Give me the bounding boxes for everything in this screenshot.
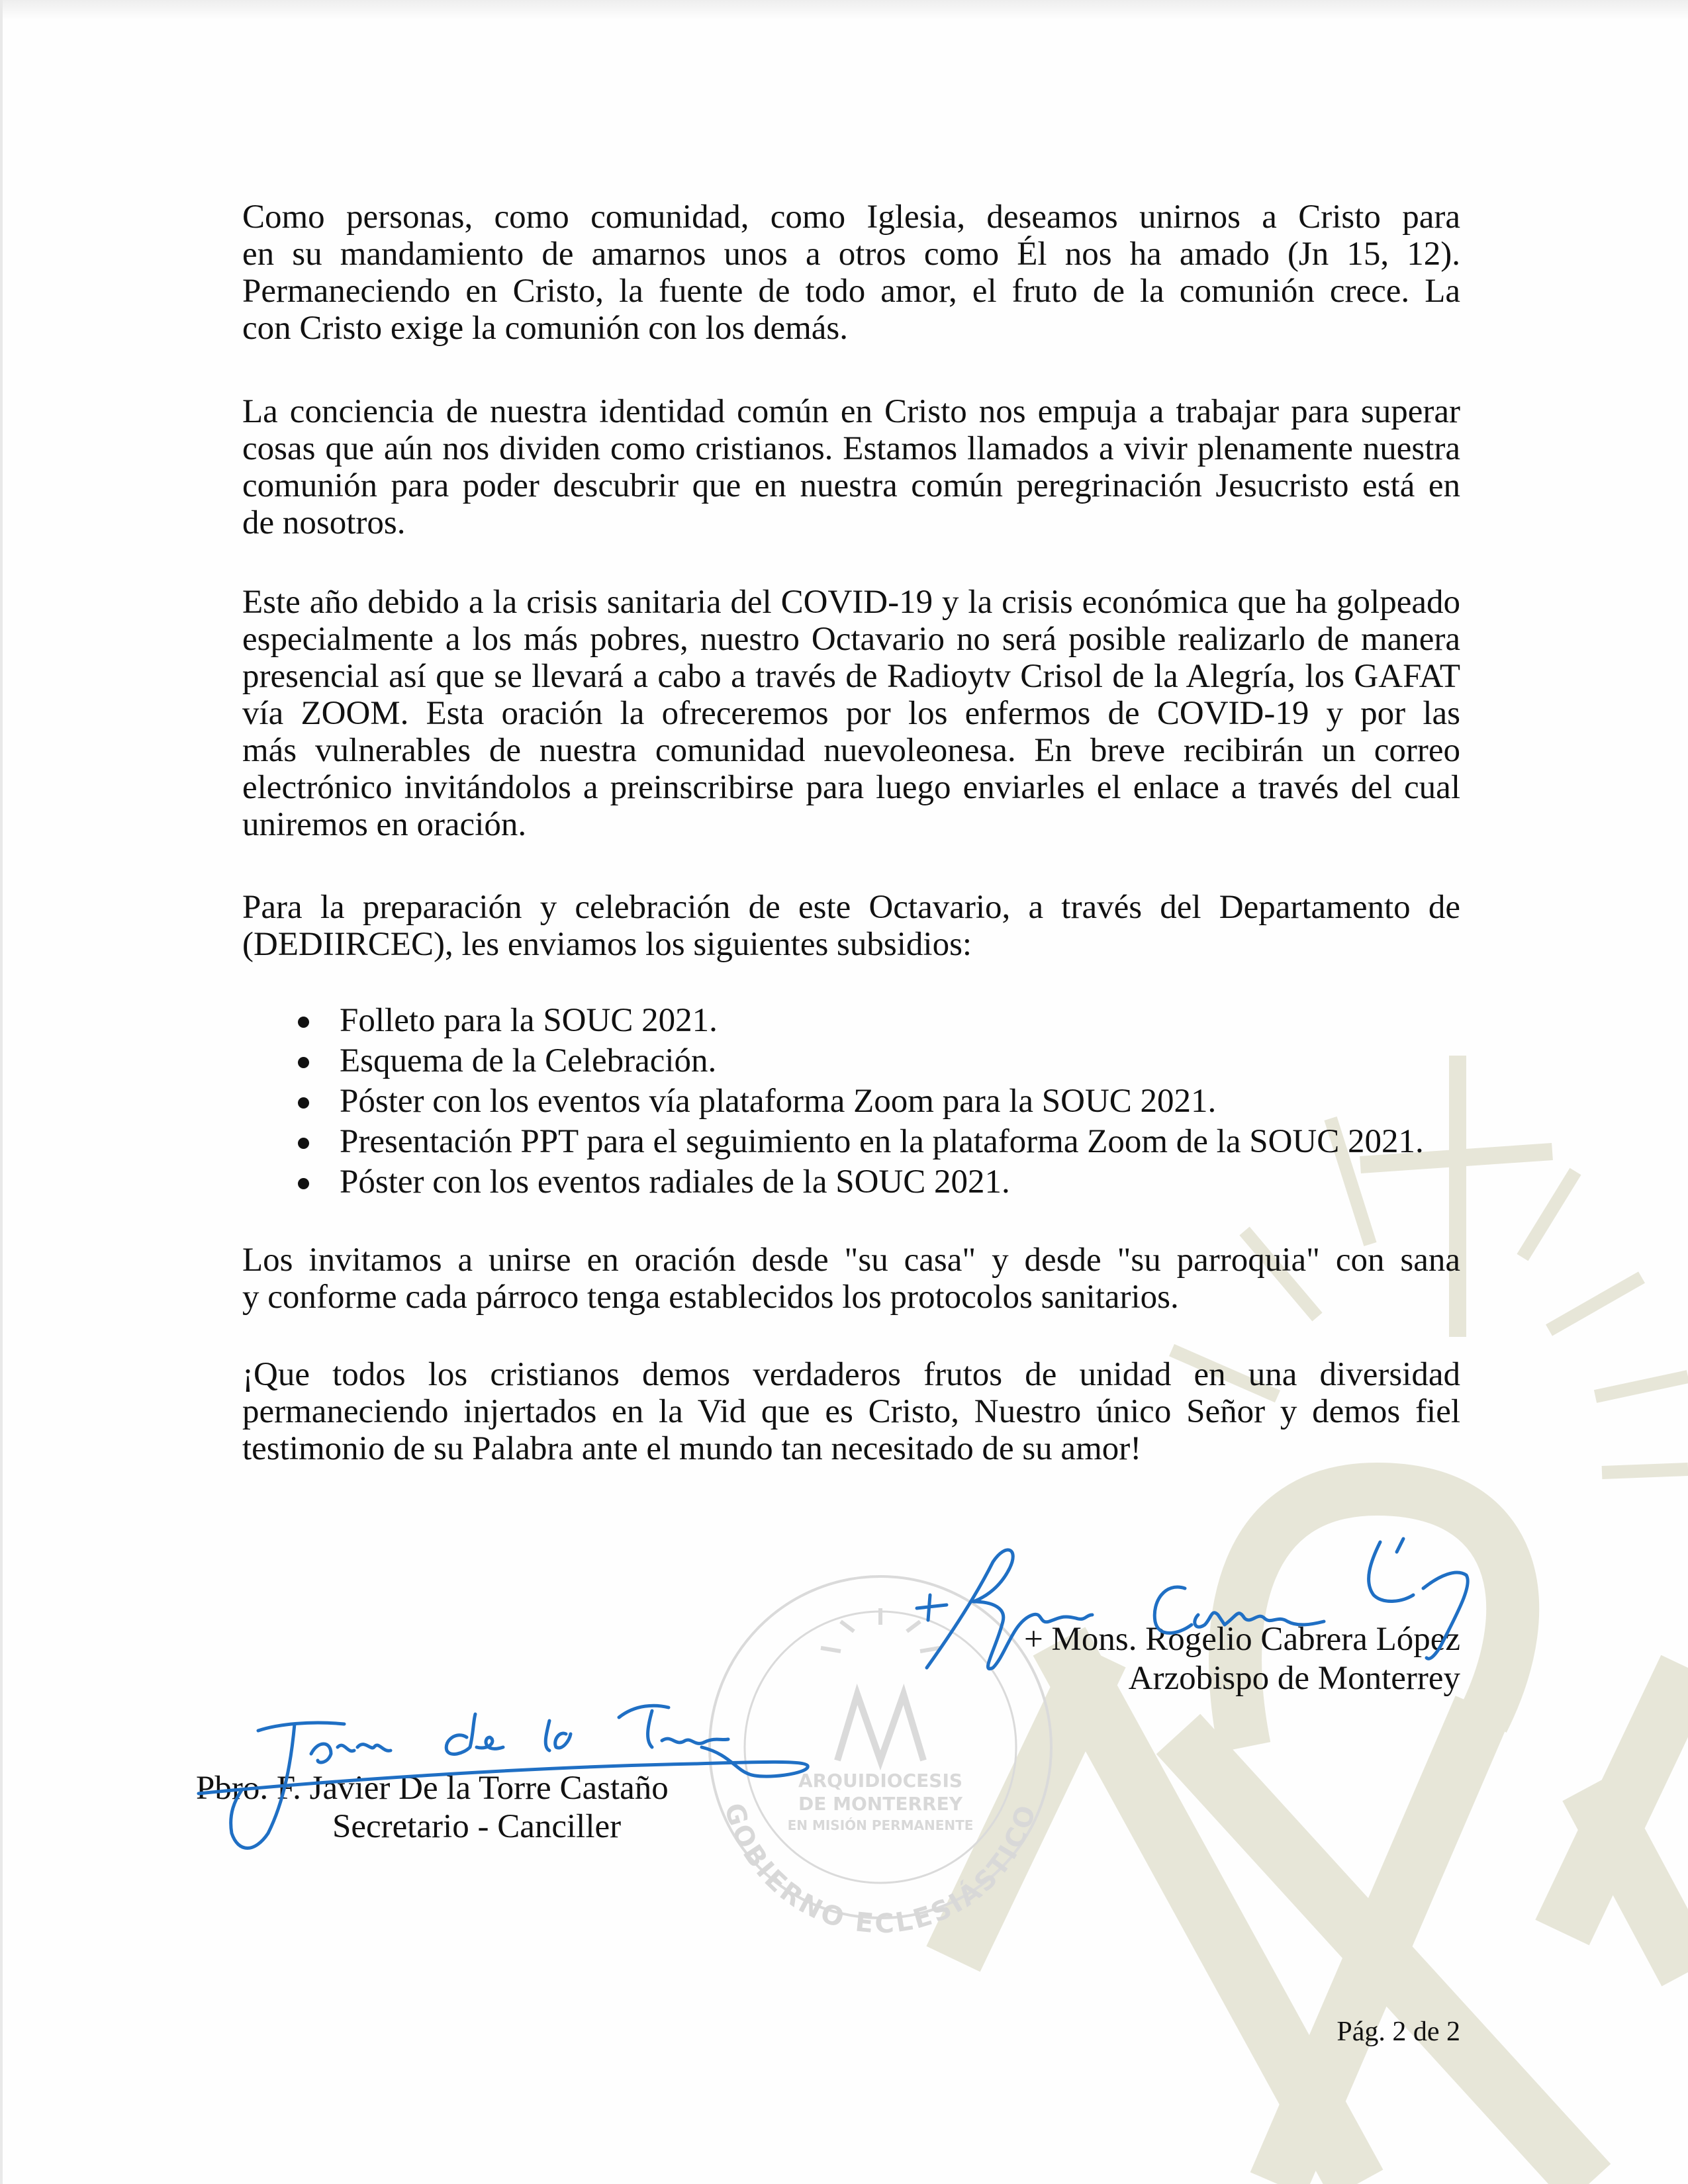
list-item — [242, 1041, 1460, 1081]
paragraph-2 — [242, 393, 1460, 541]
bullet-icon — [298, 1138, 309, 1149]
list-item-text: Póster con los eventos vía plataforma Zoom para la SOUC 2021. — [340, 1083, 1217, 1120]
paragraph-line: Como personas, como comunidad, como Iglesia, deseamos unirnos a Cristo para — [242, 199, 1460, 236]
paragraph-5 — [242, 1242, 1460, 1316]
archbishop-title: Arzobispo de Monterrey — [1128, 1660, 1460, 1697]
paragraph-line: especialmente a los más pobres, nuestro Octavario no será posible realizarlo de manera — [242, 621, 1460, 658]
bullet-icon — [298, 1097, 309, 1109]
seal-line2: DE MONTERREY — [798, 1793, 962, 1815]
seal-ring-text: GOBIERNO ECLESIÁSTICO — [718, 1799, 1043, 1940]
subsidies-list — [242, 1001, 1460, 1203]
list-item — [242, 1122, 1460, 1162]
list-item-text: Folleto para la SOUC 2021. — [340, 1002, 718, 1039]
paragraph-line: Este año debido a la crisis sanitaria del COVID-19 y la crisis económica que ha golpeado — [242, 584, 1460, 621]
paragraph-line: con Cristo exige la comunión con los demás. — [242, 310, 848, 347]
paragraph-line: Los invitamos a unirse en oración desde "su casa" y desde "su parroquia" con sana — [242, 1242, 1460, 1279]
seal-line1: ARQUIDIOCESIS — [798, 1770, 963, 1792]
chancellor-title: Secretario - Canciller — [332, 1808, 622, 1845]
chancellor-name: Pbro. F. Javier De la Torre Castaño — [196, 1770, 669, 1807]
seal-line3: EN MISIÓN PERMANENTE — [787, 1817, 974, 1833]
paragraph-line: en su mandamiento de amarnos unos a otros como Él nos ha amado (Jn 15, 12). — [242, 236, 1460, 273]
list-item — [242, 1081, 1460, 1122]
paragraph-line: ¡Que todos los cristianos demos verdaderos frutos de unidad en una diversidad — [242, 1356, 1460, 1393]
paragraph-line: uniremos en oración. — [242, 806, 527, 843]
list-item — [242, 1162, 1460, 1203]
paragraph-3 — [242, 584, 1460, 843]
paragraph-line: (DEDIIRCEC), les enviamos los siguientes subsidios: — [242, 926, 972, 963]
paragraph-line: cosas que aún nos dividen como cristianos. Estamos llamados a vivir plenamente nuestra — [242, 430, 1460, 467]
list-item-text: Presentación PPT para el seguimiento en la plataforma Zoom de la SOUC 2021. — [340, 1123, 1424, 1160]
paragraph-line: más vulnerables de nuestra comunidad nuevoleonesa. En breve recibirán un correo — [242, 732, 1460, 769]
list-item-text: Póster con los eventos radiales de la SOUC 2021. — [340, 1163, 1010, 1201]
paragraph-line: y conforme cada párroco tenga establecidos los protocolos sanitarios. — [242, 1279, 1179, 1316]
page-number: Pág. 2 de 2 — [1336, 2017, 1460, 2047]
paragraph-4 — [242, 889, 1460, 963]
paragraph-line: La conciencia de nuestra identidad común en Cristo nos empuja a trabajar para superar — [242, 393, 1460, 430]
paragraph-line: Permaneciendo en Cristo, la fuente de todo amor, el fruto de la comunión crece. La — [242, 273, 1460, 310]
paragraph-1 — [242, 199, 1460, 347]
archbishop-name: + Mons. Rogelio Cabrera López — [1023, 1621, 1460, 1658]
paragraph-line: permaneciendo injertados en la Vid que es Cristo, Nuestro único Señor y demos fiel — [242, 1393, 1460, 1430]
list-item — [242, 1001, 1460, 1041]
bullet-icon — [298, 1057, 309, 1068]
paragraph-line: presencial así que se llevará a cabo a través de Radioytv Crisol de la Alegría, los GAFAT — [242, 658, 1460, 695]
list-item-text: Esquema de la Celebración. — [340, 1042, 717, 1079]
paragraph-line: comunión para poder descubrir que en nuestra común peregrinación Jesucristo está en — [242, 467, 1460, 504]
paragraph-6 — [242, 1356, 1460, 1467]
paragraph-line: vía ZOOM. Esta oración la ofreceremos por los enfermos de COVID-19 y por las — [242, 695, 1460, 732]
paragraph-line: Para la preparación y celebración de este Octavario, a través del Departamento de — [242, 889, 1460, 926]
paragraph-line: electrónico invitándolos a preinscribirse para luego enviarles el enlace a través del cual — [242, 769, 1460, 806]
paragraph-line: testimonio de su Palabra ante el mundo tan necesitado de su amor! — [242, 1430, 1142, 1467]
bullet-icon — [298, 1178, 309, 1189]
bullet-icon — [298, 1017, 309, 1028]
paragraph-line: de nosotros. — [242, 504, 406, 541]
